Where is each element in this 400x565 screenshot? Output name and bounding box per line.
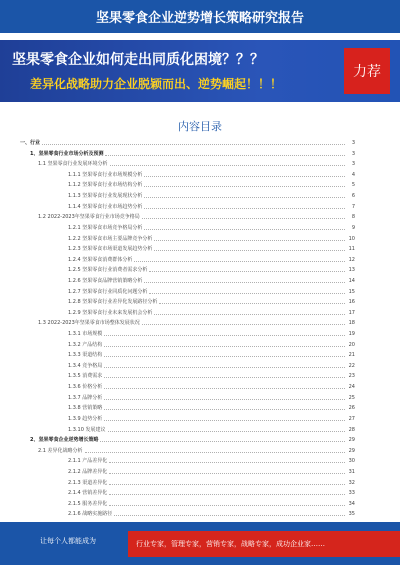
toc-entry-label: 2.1.1 产品差异化 — [68, 458, 108, 465]
toc-entry[interactable] — [20, 310, 355, 317]
toc-entry[interactable] — [20, 140, 355, 147]
toc-entry-label: 1.3.9 趋势分析 — [68, 415, 103, 422]
toc-entry-label: 1.2.4 坚果零食消费群体分析 — [68, 256, 133, 263]
toc-entry[interactable] — [20, 469, 355, 476]
toc-entry[interactable] — [20, 172, 355, 179]
toc-entry[interactable] — [20, 193, 355, 200]
toc-leader-dots — [144, 176, 345, 177]
toc-entry-page: 21 — [348, 352, 355, 359]
toc-entry-label: 1.2.7 坚果零食行业同质化问题分析 — [68, 288, 148, 295]
toc-leader-dots — [159, 303, 345, 304]
toc-leader-dots — [142, 218, 345, 219]
banner-subline: 差异化战略助力企业脱颖而出、逆势崛起！！！ — [30, 77, 283, 91]
toc-leader-dots — [104, 367, 345, 368]
toc-entry-page: 26 — [348, 405, 355, 412]
toc-entry[interactable] — [20, 352, 355, 359]
toc-leader-dots — [149, 271, 345, 272]
toc-entry-label: 2、坚果零食企业逆势增长策略 — [30, 437, 99, 444]
toc-entry[interactable] — [20, 331, 355, 338]
toc-entry[interactable] — [20, 342, 355, 349]
toc-entry-label: 1.3.3 渠道结构 — [68, 352, 103, 359]
toc-entry-page: 9 — [351, 224, 355, 231]
toc-leader-dots — [109, 462, 345, 463]
footer-slogan: 让每个人都能成为 — [40, 537, 96, 545]
toc-entry-label: 1.3.5 消费需求 — [68, 373, 103, 380]
toc-entry-page: 7 — [351, 203, 355, 210]
toc-entry-label: 1.1.2 坚果零食行业市场结构分析 — [68, 182, 143, 189]
toc-entry-label: 2.1.3 渠道差异化 — [68, 479, 108, 486]
toc-entry-page: 24 — [348, 384, 355, 391]
toc-entry-label: 1.2.2 坚果零食市场主要品牌竞争分析 — [68, 235, 153, 242]
toc-leader-dots — [85, 452, 345, 453]
toc-entry-page: 27 — [348, 415, 355, 422]
toc-entry-page: 16 — [348, 299, 355, 306]
toc-entry-page: 3 — [351, 161, 355, 168]
toc-leader-dots — [104, 399, 345, 400]
toc-entry-label: 1.2.6 坚果零食品牌营销策略分析 — [68, 277, 143, 284]
toc-entry[interactable] — [20, 289, 355, 296]
toc-entry-label: 2.1.6 战略实施路径 — [68, 511, 113, 518]
toc-entry-page: 4 — [351, 171, 355, 178]
toc-entry[interactable] — [20, 151, 355, 158]
toc-entry-page: 22 — [348, 362, 355, 369]
toc-entry-label: 1.3.8 营销策略 — [68, 405, 103, 412]
toc-entry-label: 1.2.9 坚果零食行业未来发展机会分析 — [68, 309, 153, 316]
footer-bar — [0, 522, 400, 565]
toc-leader-dots — [109, 505, 345, 506]
toc-entry[interactable] — [20, 246, 355, 253]
toc-entry[interactable] — [20, 427, 355, 434]
toc-entry-page: 17 — [348, 309, 355, 316]
toc-entry-label: 一、行业 — [20, 140, 41, 146]
toc-entry-page: 33 — [348, 490, 355, 497]
toc-entry[interactable] — [20, 225, 355, 232]
toc-leader-dots — [109, 494, 345, 495]
toc-entry[interactable] — [20, 267, 355, 274]
toc-leader-dots — [149, 293, 345, 294]
footer-tags: 行业专家，管理专家，营销专家，战略专家，成功企业家…… — [136, 540, 325, 548]
toc-leader-dots — [104, 420, 345, 421]
toc-entry[interactable] — [20, 437, 355, 444]
toc-entry-page: 15 — [348, 288, 355, 295]
toc-entry[interactable] — [20, 490, 355, 497]
toc-entry-label: 1、坚果零食行业市场分析及预测 — [30, 150, 104, 157]
toc-entry-page: 32 — [348, 479, 355, 486]
toc-entry[interactable] — [20, 373, 355, 380]
toc-entry-label: 1.2.3 坚果零食市场渠道发展趋势分析 — [68, 246, 153, 253]
toc-leader-dots — [114, 515, 345, 516]
toc-leader-dots — [109, 484, 345, 485]
toc-entry-label: 2.1.2 品牌差异化 — [68, 468, 108, 475]
toc-leader-dots — [104, 377, 345, 378]
toc-entry-label: 2.1 差异化战略分析 — [38, 447, 83, 454]
toc-leader-dots — [144, 208, 345, 209]
toc-entry-page: 25 — [348, 394, 355, 401]
toc-entry[interactable] — [20, 363, 355, 370]
banner-headline: 坚果零食企业如何走出同质化困境？？？ — [12, 52, 264, 68]
toc-entry-label: 1.3 2022-2023年坚果零食市场整体发展状况 — [38, 320, 140, 327]
toc-entry[interactable] — [20, 214, 355, 221]
toc-entry-label: 1.1.4 坚果零食行业市场趋势分析 — [68, 203, 143, 210]
toc-entry-label: 1.1.1 坚果零食行业市场规模分析 — [68, 171, 143, 178]
toc-entry[interactable] — [20, 257, 355, 264]
toc-entry[interactable] — [20, 278, 355, 285]
toc-entry-label: 1.3.2 产品结构 — [68, 341, 103, 348]
toc-leader-dots — [154, 314, 345, 315]
promo-banner — [0, 40, 400, 102]
toc-leader-dots — [105, 155, 345, 156]
toc-leader-dots — [154, 250, 345, 251]
toc-entry-page: 10 — [348, 235, 355, 242]
toc-heading: 内容目录 — [178, 120, 222, 133]
toc-entry-page: 30 — [348, 458, 355, 465]
toc-entry-page: 20 — [348, 341, 355, 348]
toc-entry-label: 1.1.3 坚果零食行业发展现状分析 — [68, 193, 143, 200]
toc-entry-page: 31 — [348, 468, 355, 475]
toc-entry-page: 34 — [348, 500, 355, 507]
toc-entry-page: 23 — [348, 373, 355, 380]
toc-entry-page: 11 — [348, 246, 355, 253]
top-header-bar — [0, 0, 400, 33]
toc-entry-page: 3 — [351, 150, 355, 157]
toc-leader-dots — [134, 261, 345, 262]
toc-entry-page: 6 — [351, 193, 355, 200]
toc-leader-dots — [144, 186, 345, 187]
toc-entry-page: 35 — [348, 511, 355, 518]
toc-entry-label: 1.3.7 品牌分析 — [68, 394, 103, 401]
toc-entry-label: 1.3.1 市场规模 — [68, 331, 103, 337]
toc-entry-label: 1.3.10 发展建议 — [68, 426, 106, 433]
toc-leader-dots — [100, 441, 345, 442]
toc-entry[interactable] — [20, 405, 355, 412]
toc-leader-dots — [104, 409, 345, 410]
toc-entry[interactable] — [20, 384, 355, 391]
toc-leader-dots — [109, 473, 345, 474]
toc-leader-dots — [110, 165, 345, 166]
toc-entry-page: 5 — [351, 182, 355, 189]
toc-entry-page: 29 — [348, 447, 355, 454]
toc-entry-page: 13 — [348, 267, 355, 274]
toc-leader-dots — [108, 431, 345, 432]
toc-entry-label: 1.2.5 坚果零食行业消费者需求分析 — [68, 267, 148, 274]
toc-leader-dots — [144, 229, 345, 230]
toc-leader-dots — [144, 282, 345, 283]
toc-entry[interactable] — [20, 395, 355, 402]
toc-entry[interactable] — [20, 501, 355, 508]
toc-entry-page: 3 — [351, 140, 355, 146]
toc-entry-label: 1.3.4 竞争格局 — [68, 362, 103, 369]
toc-entry[interactable] — [20, 182, 355, 189]
toc-leader-dots — [104, 356, 345, 357]
toc-entry-label: 2.1.5 服务差异化 — [68, 500, 108, 507]
toc-entry-label: 1.1 坚果零食行业发展环境分析 — [38, 161, 108, 168]
toc-leader-dots — [104, 388, 345, 389]
toc-entry[interactable] — [20, 458, 355, 465]
toc-entry-page: 19 — [348, 331, 355, 337]
toc-leader-dots — [104, 346, 345, 347]
footer-tag-strip — [128, 531, 400, 557]
toc-entry-label: 1.2.1 坚果零食市场竞争格局分析 — [68, 224, 143, 231]
toc-entry[interactable] — [20, 299, 355, 306]
toc-entry[interactable] — [20, 416, 355, 423]
toc-entry-label: 1.2 2022-2023年坚果零食行业市场竞争格局 — [38, 214, 140, 221]
toc-entry-page: 29 — [348, 437, 355, 444]
toc-leader-dots — [154, 240, 345, 241]
toc-entry[interactable] — [20, 236, 355, 243]
toc-entry-label: 1.3.6 价格分析 — [68, 384, 103, 391]
toc-entry[interactable] — [20, 511, 355, 518]
toc-entry-page: 28 — [348, 426, 355, 433]
toc-entry-page: 8 — [351, 214, 355, 221]
toc-entry[interactable] — [20, 204, 355, 211]
toc-entry[interactable] — [20, 448, 355, 455]
toc-leader-dots — [42, 144, 345, 145]
toc-leader-dots — [104, 335, 345, 336]
toc-entry[interactable] — [20, 161, 355, 168]
toc-entry[interactable] — [20, 320, 355, 327]
recommend-stamp: 力荐 — [344, 48, 390, 94]
toc-entry[interactable] — [20, 480, 355, 487]
toc-entry-page: 14 — [348, 277, 355, 284]
toc-entry-page: 12 — [348, 256, 355, 263]
toc-leader-dots — [144, 197, 345, 198]
toc-entry-label: 2.1.4 营销差异化 — [68, 490, 108, 497]
toc-leader-dots — [142, 324, 345, 325]
report-title: 坚果零食企业逆势增长策略研究报告 — [95, 11, 304, 26]
toc-entry-page: 18 — [348, 320, 355, 327]
table-of-contents — [20, 140, 355, 522]
toc-entry-label: 1.2.8 坚果零食行业差异化发展路径分析 — [68, 299, 158, 306]
